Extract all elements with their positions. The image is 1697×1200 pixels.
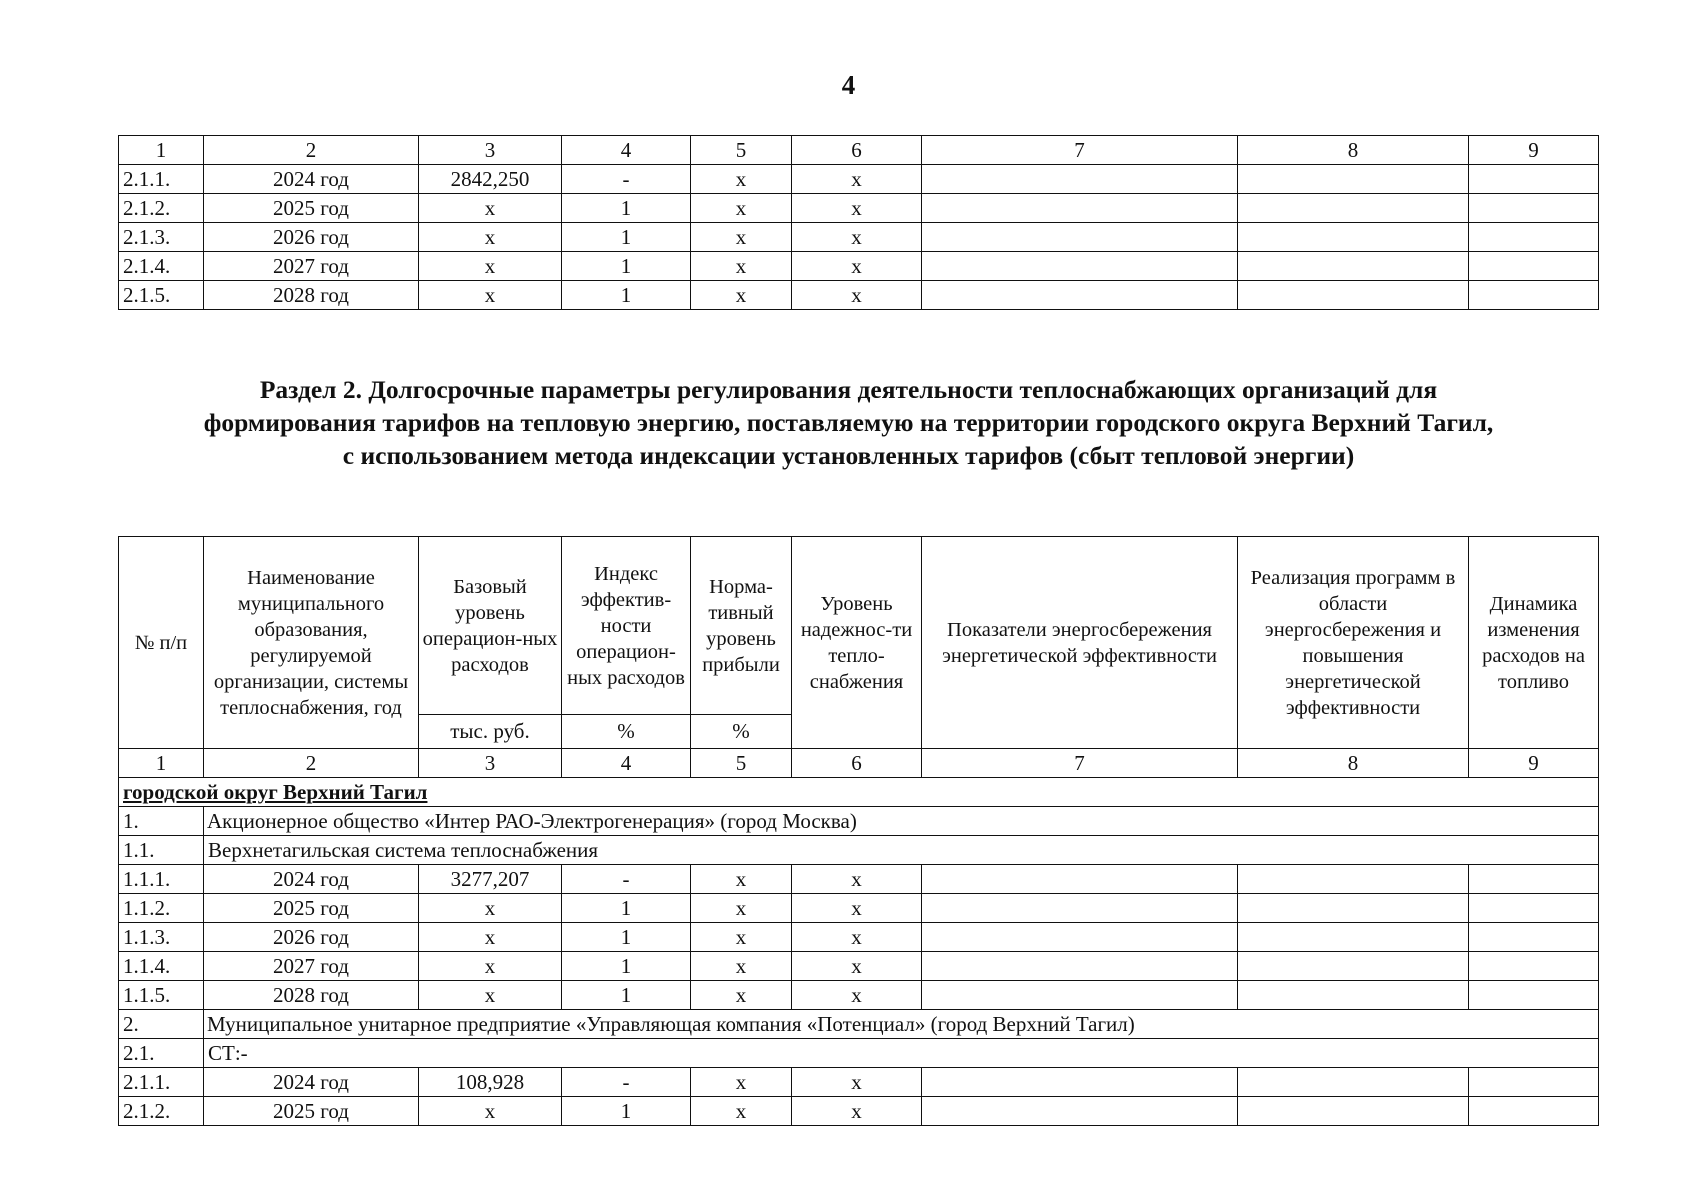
- table-cell: 1: [562, 194, 691, 223]
- table-cell: 4: [562, 136, 691, 165]
- numbering-row: [119, 136, 1599, 165]
- table-cell: [1238, 194, 1469, 223]
- table-cell: [922, 981, 1238, 1010]
- table-cell: х: [419, 1097, 562, 1126]
- table-cell: [1469, 281, 1599, 310]
- table-row: [119, 165, 1599, 194]
- organization-row: [119, 807, 1599, 836]
- table-cell: х: [792, 194, 922, 223]
- page-number: 4: [841, 70, 856, 100]
- table-cell: х: [691, 981, 792, 1010]
- table-cell: -: [562, 165, 691, 194]
- header-cell: Реализация программ в области энергосбережения и повышения энергетической эффективности: [1238, 537, 1469, 749]
- table-cell: х: [419, 281, 562, 310]
- header-cell: Динамика изменения расходов на топливо: [1469, 537, 1599, 749]
- table-cell: [1469, 194, 1599, 223]
- table-cell: [1238, 281, 1469, 310]
- table-row: [119, 1097, 1599, 1126]
- table-cell: 1: [562, 281, 691, 310]
- table-cell: 4: [562, 749, 691, 778]
- system-row: [119, 1039, 1599, 1068]
- system-row: [119, 836, 1599, 865]
- table-cell: 1: [562, 252, 691, 281]
- table-cell: [1238, 223, 1469, 252]
- table-cell: 1.1.1.: [119, 865, 204, 894]
- header-cell: Индекс эффектив-ности операцион-ных расходов: [562, 537, 691, 715]
- table-cell: [922, 894, 1238, 923]
- table-cell: 5: [691, 749, 792, 778]
- table-row: [119, 894, 1599, 923]
- table-cell: х: [691, 223, 792, 252]
- unit-cell: %: [562, 715, 691, 749]
- table-cell: 2.1.1.: [119, 1068, 204, 1097]
- table-cell: х: [419, 894, 562, 923]
- system-name: Верхнетагильская система теплоснабжения: [204, 836, 1599, 865]
- section-title-line-2: формирования тарифов на тепловую энергию, поставляемую на территории городского округа Верхний Тагил,: [203, 408, 1494, 437]
- table-row: [119, 281, 1599, 310]
- table-cell: 9: [1469, 749, 1599, 778]
- table-cell: 5: [691, 136, 792, 165]
- organization-number: 1.: [119, 807, 204, 836]
- table-cell: 8: [1238, 749, 1469, 778]
- table-cell: [922, 165, 1238, 194]
- table-row: [119, 952, 1599, 981]
- table-cell: [922, 223, 1238, 252]
- table-cell: х: [691, 1068, 792, 1097]
- table-cell: [922, 281, 1238, 310]
- table-cell: [1238, 252, 1469, 281]
- top-table: [118, 135, 1599, 310]
- table-cell: 2.1.2.: [119, 1097, 204, 1126]
- region-row: [119, 778, 1599, 807]
- table-cell: [1469, 981, 1599, 1010]
- table-cell: 6: [792, 136, 922, 165]
- table-row: [119, 252, 1599, 281]
- table-cell: 2025 год: [204, 194, 419, 223]
- system-name: СТ:-: [204, 1039, 1599, 1068]
- table-cell: [1469, 1068, 1599, 1097]
- table-cell: 2.1.5.: [119, 281, 204, 310]
- table-cell: 2028 год: [204, 981, 419, 1010]
- table-cell: [1238, 865, 1469, 894]
- table-cell: х: [792, 252, 922, 281]
- table-cell: [1238, 923, 1469, 952]
- table-cell: х: [419, 952, 562, 981]
- system-number: 1.1.: [119, 836, 204, 865]
- table-cell: 2: [204, 136, 419, 165]
- main-table: [118, 536, 1599, 1126]
- table-cell: х: [792, 923, 922, 952]
- unit-cell: %: [691, 715, 792, 749]
- table-cell: -: [562, 865, 691, 894]
- table-row: [119, 1068, 1599, 1097]
- table-cell: 2024 год: [204, 865, 419, 894]
- table-cell: 2025 год: [204, 1097, 419, 1126]
- table-cell: х: [691, 252, 792, 281]
- table-cell: 1.1.5.: [119, 981, 204, 1010]
- table-row: [119, 223, 1599, 252]
- table-cell: 2024 год: [204, 1068, 419, 1097]
- table-cell: х: [419, 981, 562, 1010]
- header-cell: № п/п: [119, 537, 204, 749]
- table-cell: 2024 год: [204, 165, 419, 194]
- table-cell: 3: [419, 749, 562, 778]
- table-cell: х: [792, 1068, 922, 1097]
- table-cell: [1469, 923, 1599, 952]
- table-cell: [1469, 165, 1599, 194]
- table-cell: 2026 год: [204, 923, 419, 952]
- table-cell: х: [792, 952, 922, 981]
- table-cell: 1: [119, 749, 204, 778]
- table-cell: х: [691, 952, 792, 981]
- table-cell: [1238, 894, 1469, 923]
- region-cell: городской округ Верхний Тагил: [119, 778, 1599, 807]
- table-row: [119, 865, 1599, 894]
- table-cell: 3277,207: [419, 865, 562, 894]
- table-cell: х: [419, 923, 562, 952]
- table-cell: х: [792, 1097, 922, 1126]
- table-cell: 108,928: [419, 1068, 562, 1097]
- section-title: [100, 373, 1597, 472]
- table-cell: х: [691, 923, 792, 952]
- unit-cell: тыс. руб.: [419, 715, 562, 749]
- table-cell: 6: [792, 749, 922, 778]
- header-cell: Наименование муниципального образования, регулируемой организации, системы теплоснабжения, год: [204, 537, 419, 749]
- table-cell: х: [792, 165, 922, 194]
- table-cell: х: [691, 281, 792, 310]
- table-cell: 8: [1238, 136, 1469, 165]
- table-cell: [1469, 1097, 1599, 1126]
- table-cell: 2: [204, 749, 419, 778]
- table-cell: 2.1.4.: [119, 252, 204, 281]
- section-title-line-1: Раздел 2. Долгосрочные параметры регулирования деятельности теплоснабжающих организаций для: [259, 375, 1438, 404]
- table-cell: х: [691, 165, 792, 194]
- table-cell: [1238, 165, 1469, 194]
- table-cell: х: [792, 981, 922, 1010]
- table-cell: 7: [922, 136, 1238, 165]
- table-cell: 1: [562, 1097, 691, 1126]
- table-cell: 9: [1469, 136, 1599, 165]
- header-cell: Уровень надежнос-ти тепло-снабжения: [792, 537, 922, 749]
- table-cell: х: [419, 194, 562, 223]
- table-cell: -: [562, 1068, 691, 1097]
- table-cell: 2.1.1.: [119, 165, 204, 194]
- table-cell: х: [419, 223, 562, 252]
- table-cell: х: [691, 194, 792, 223]
- table-cell: 2027 год: [204, 952, 419, 981]
- table-cell: х: [691, 1097, 792, 1126]
- table-row: [119, 981, 1599, 1010]
- table-cell: 2842,250: [419, 165, 562, 194]
- table-cell: 1.1.3.: [119, 923, 204, 952]
- table-cell: 2.1.3.: [119, 223, 204, 252]
- organization-number: 2.: [119, 1010, 204, 1039]
- table-cell: 2.1.2.: [119, 194, 204, 223]
- system-number: 2.1.: [119, 1039, 204, 1068]
- table-cell: [1469, 894, 1599, 923]
- header-cell: Показатели энергосбережения энергетической эффективности: [922, 537, 1238, 749]
- organization-row: [119, 1010, 1599, 1039]
- table-cell: 1: [562, 923, 691, 952]
- table-row: [119, 923, 1599, 952]
- table-cell: [1238, 952, 1469, 981]
- table-cell: [922, 1068, 1238, 1097]
- table-cell: х: [792, 894, 922, 923]
- table-cell: х: [691, 865, 792, 894]
- table-cell: 1: [562, 981, 691, 1010]
- table-cell: 1.1.2.: [119, 894, 204, 923]
- numbering-row: [119, 749, 1599, 778]
- table-cell: [922, 923, 1238, 952]
- table-cell: 1: [119, 136, 204, 165]
- table-cell: 7: [922, 749, 1238, 778]
- table-cell: [1238, 981, 1469, 1010]
- table-cell: 2025 год: [204, 894, 419, 923]
- header-cell: Норма-тивный уровень прибыли: [691, 537, 792, 715]
- table-cell: [1469, 223, 1599, 252]
- table-cell: [1469, 252, 1599, 281]
- table-cell: [922, 252, 1238, 281]
- table-cell: [1238, 1097, 1469, 1126]
- section-title-line-3: с использованием метода индексации установленных тарифов (сбыт тепловой энергии): [342, 441, 1355, 470]
- table-cell: 3: [419, 136, 562, 165]
- table-cell: [1469, 865, 1599, 894]
- table-cell: х: [792, 865, 922, 894]
- table-cell: х: [419, 252, 562, 281]
- header-row: [119, 537, 1599, 715]
- table-cell: [1238, 1068, 1469, 1097]
- table-cell: 2026 год: [204, 223, 419, 252]
- table-cell: х: [792, 281, 922, 310]
- table-cell: [922, 865, 1238, 894]
- table-cell: 1: [562, 894, 691, 923]
- table-cell: 2027 год: [204, 252, 419, 281]
- table-cell: 1: [562, 223, 691, 252]
- table-cell: [922, 1097, 1238, 1126]
- table-cell: [1469, 952, 1599, 981]
- header-cell: Базовый уровень операцион-ных расходов: [419, 537, 562, 715]
- table-cell: [922, 952, 1238, 981]
- table-cell: х: [691, 894, 792, 923]
- table-cell: [922, 194, 1238, 223]
- table-cell: х: [792, 223, 922, 252]
- organization-name: Муниципальное унитарное предприятие «Управляющая компания «Потенциал» (город Верхний Тагил): [204, 1010, 1599, 1039]
- table-cell: 1.1.4.: [119, 952, 204, 981]
- table-cell: 2028 год: [204, 281, 419, 310]
- organization-name: Акционерное общество «Интер РАО-Электрогенерация» (город Москва): [204, 807, 1599, 836]
- table-cell: 1: [562, 952, 691, 981]
- table-row: [119, 194, 1599, 223]
